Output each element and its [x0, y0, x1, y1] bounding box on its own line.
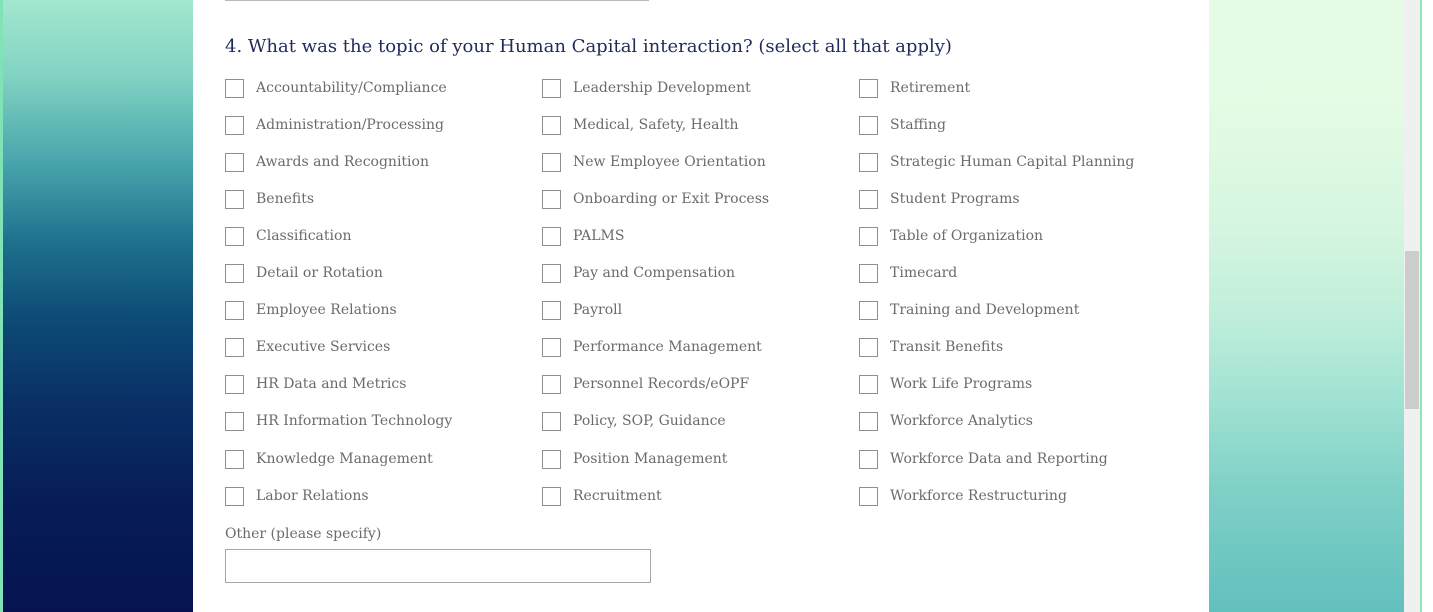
option-payroll[interactable]: [542, 299, 622, 321]
checkbox-icon[interactable]: [225, 79, 244, 98]
option-label: Personnel Records/eOPF: [573, 376, 750, 392]
option-classification[interactable]: [225, 225, 351, 247]
option-training-and-development[interactable]: [859, 299, 1079, 321]
survey-panel: [193, 0, 1209, 612]
checkbox-icon[interactable]: [542, 487, 561, 506]
checkbox-icon[interactable]: [542, 264, 561, 283]
checkbox-icon[interactable]: [859, 79, 878, 98]
option-label: Staffing: [890, 117, 946, 133]
option-personnel-records-eopf[interactable]: [542, 373, 749, 395]
option-knowledge-management[interactable]: [225, 448, 433, 470]
checkbox-icon[interactable]: [859, 412, 878, 431]
option-label: New Employee Orientation: [573, 154, 766, 170]
option-employee-relations[interactable]: [225, 299, 397, 321]
checkbox-icon[interactable]: [225, 153, 244, 172]
option-label: Leadership Development: [573, 80, 751, 96]
checkbox-icon[interactable]: [225, 190, 244, 209]
option-policy-sop-guidance[interactable]: [542, 410, 726, 432]
option-workforce-restructuring[interactable]: [859, 485, 1067, 507]
previous-question-input[interactable]: [225, 0, 649, 1]
option-palms[interactable]: [542, 225, 624, 247]
option-label: Training and Development: [890, 302, 1080, 318]
checkbox-icon[interactable]: [225, 227, 244, 246]
option-benefits[interactable]: [225, 188, 314, 210]
option-awards-and-recognition[interactable]: [225, 151, 429, 173]
option-table-of-organization[interactable]: [859, 225, 1043, 247]
option-recruitment[interactable]: [542, 485, 662, 507]
checkbox-icon[interactable]: [542, 190, 561, 209]
checkbox-icon[interactable]: [542, 338, 561, 357]
option-label: Executive Services: [256, 339, 391, 355]
checkbox-icon[interactable]: [859, 450, 878, 469]
option-label: Medical, Safety, Health: [573, 117, 739, 133]
option-workforce-data-and-reporting[interactable]: [859, 448, 1108, 470]
option-label: Onboarding or Exit Process: [573, 191, 770, 207]
option-leadership-development[interactable]: [542, 77, 751, 99]
option-label: Pay and Compensation: [573, 265, 736, 281]
checkbox-icon[interactable]: [542, 412, 561, 431]
option-label: Labor Relations: [256, 488, 369, 504]
option-accountability-compliance[interactable]: [225, 77, 447, 99]
option-retirement[interactable]: [859, 77, 970, 99]
option-label: Table of Organization: [890, 228, 1044, 244]
checkbox-icon[interactable]: [225, 264, 244, 283]
option-student-programs[interactable]: [859, 188, 1020, 210]
option-label: Employee Relations: [256, 302, 397, 318]
checkbox-icon[interactable]: [859, 301, 878, 320]
checkbox-icon[interactable]: [225, 375, 244, 394]
option-onboarding-or-exit-process[interactable]: [542, 188, 769, 210]
option-performance-management[interactable]: [542, 336, 762, 358]
option-labor-relations[interactable]: [225, 485, 369, 507]
checkbox-icon[interactable]: [859, 338, 878, 357]
checkbox-icon[interactable]: [542, 227, 561, 246]
option-label: Accountability/Compliance: [256, 80, 447, 96]
background-right-gradient: [1209, 0, 1404, 612]
checkbox-icon[interactable]: [859, 227, 878, 246]
option-new-employee-orientation[interactable]: [542, 151, 766, 173]
option-label: Classification: [256, 228, 352, 244]
question-title: 4. What was the topic of your Human Capital interaction? (select all that apply): [225, 36, 952, 57]
option-label: Benefits: [256, 191, 315, 207]
option-label: Position Management: [573, 451, 728, 467]
option-pay-and-compensation[interactable]: [542, 262, 735, 284]
checkbox-icon[interactable]: [542, 301, 561, 320]
option-label: Workforce Data and Reporting: [890, 451, 1108, 467]
checkbox-icon[interactable]: [859, 375, 878, 394]
option-label: Performance Management: [573, 339, 762, 355]
other-specify-input[interactable]: [225, 549, 651, 583]
option-label: Payroll: [573, 302, 623, 318]
option-label: Recruitment: [573, 488, 662, 504]
option-workforce-analytics[interactable]: [859, 410, 1033, 432]
option-staffing[interactable]: [859, 114, 946, 136]
option-work-life-programs[interactable]: [859, 373, 1032, 395]
option-position-management[interactable]: [542, 448, 727, 470]
checkbox-icon[interactable]: [859, 264, 878, 283]
option-label: Timecard: [890, 265, 958, 281]
option-executive-services[interactable]: [225, 336, 390, 358]
vertical-scrollbar[interactable]: [1404, 0, 1420, 612]
checkbox-icon[interactable]: [542, 79, 561, 98]
background-left-gradient: [0, 0, 193, 612]
option-transit-benefits[interactable]: [859, 336, 1003, 358]
option-strategic-human-capital-planning[interactable]: [859, 151, 1134, 173]
option-label: Retirement: [890, 80, 971, 96]
option-medical-safety-health[interactable]: [542, 114, 739, 136]
checkbox-icon[interactable]: [542, 153, 561, 172]
option-label: Transit Benefits: [890, 339, 1004, 355]
option-hr-information-technology[interactable]: [225, 410, 452, 432]
checkbox-icon[interactable]: [859, 487, 878, 506]
option-label: Detail or Rotation: [256, 265, 383, 281]
option-label: Strategic Human Capital Planning: [890, 154, 1135, 170]
option-label: HR Data and Metrics: [256, 376, 407, 392]
checkbox-icon[interactable]: [542, 450, 561, 469]
option-label: Work Life Programs: [890, 376, 1033, 392]
window-edge: [1420, 0, 1433, 612]
checkbox-icon[interactable]: [225, 450, 244, 469]
option-label: Workforce Restructuring: [890, 488, 1067, 504]
option-label: HR Information Technology: [256, 413, 453, 429]
checkbox-icon[interactable]: [859, 116, 878, 135]
checkbox-icon[interactable]: [225, 301, 244, 320]
option-label: Student Programs: [890, 191, 1020, 207]
checkbox-icon[interactable]: [225, 412, 244, 431]
option-label: Awards and Recognition: [256, 154, 429, 170]
checkbox-icon[interactable]: [225, 487, 244, 506]
option-label: Administration/Processing: [256, 117, 444, 133]
checkbox-icon[interactable]: [225, 338, 244, 357]
checkbox-icon[interactable]: [225, 116, 244, 135]
option-hr-data-and-metrics[interactable]: [225, 373, 406, 395]
checkbox-icon[interactable]: [859, 153, 878, 172]
option-timecard[interactable]: [859, 262, 957, 284]
option-label: Knowledge Management: [256, 451, 433, 467]
checkbox-icon[interactable]: [859, 190, 878, 209]
option-detail-or-rotation[interactable]: [225, 262, 383, 284]
scrollbar-thumb[interactable]: [1405, 251, 1419, 409]
option-administration-processing[interactable]: [225, 114, 444, 136]
option-label: Workforce Analytics: [890, 413, 1033, 429]
checkbox-icon[interactable]: [542, 375, 561, 394]
checkbox-icon[interactable]: [542, 116, 561, 135]
option-label: Policy, SOP, Guidance: [573, 413, 726, 429]
other-label: Other (please specify): [225, 526, 382, 542]
option-label: PALMS: [573, 228, 625, 244]
